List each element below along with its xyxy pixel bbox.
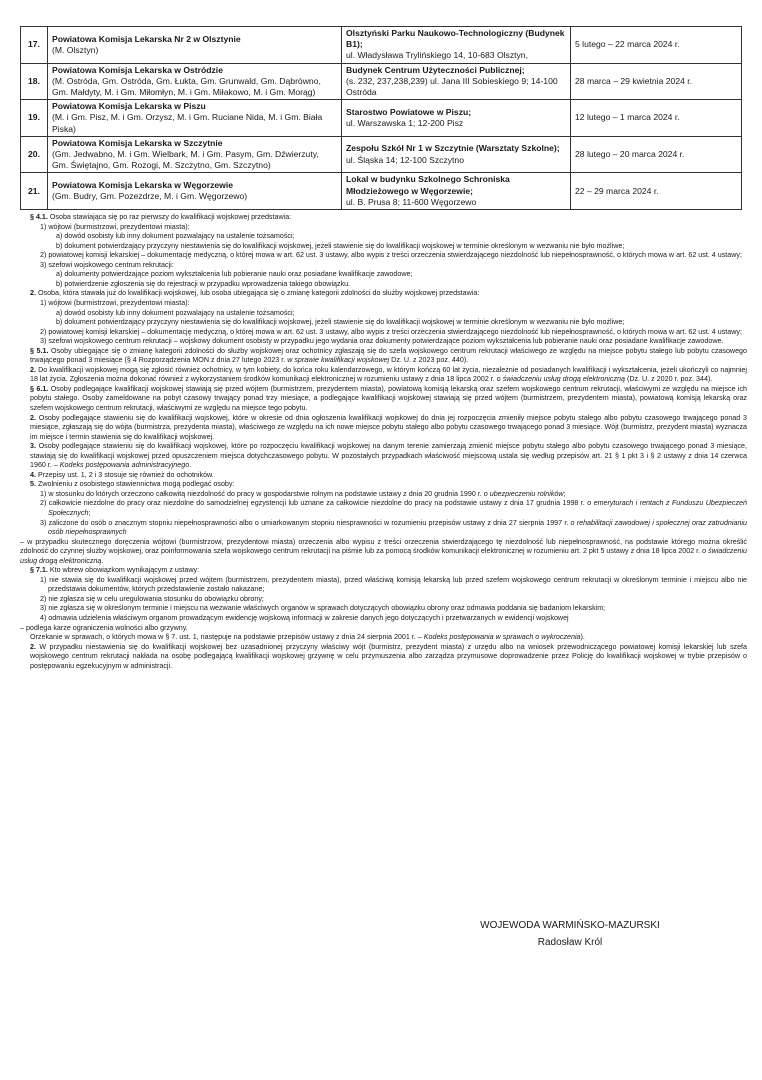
komisja-title: Powiatowa Komisja Lekarska w Piszu: [52, 101, 206, 112]
s4-intro: § 4.1. Osoba stawiająca się po raz pierwszy do kwalifikacji wojskowej przedstawia:: [30, 213, 292, 222]
miejsce-cell: [342, 63, 571, 100]
s4-two: 2. Osoba, która stawała już do kwalifikacji wojskowej, lub osoba ubiegająca się o zmianę kategorii zdolności do służby wojskowej przedstawia:: [30, 289, 480, 298]
s6-f1: 1) w stosunku do których orzeczono całkowitą niezdolność do pracy w gospodarstwie rolnym na podstawie ustawy z dnia 20 grudnia 1990 r. o ubezpieczeniu rolników;: [40, 489, 566, 498]
miejsce-cell: [342, 173, 571, 210]
komisja-title: Powiatowa Komisja Lekarska w Węgorzewie: [52, 180, 234, 191]
s6-five: 5. Zwolnieniu z osobistego stawiennictwa mogą podlegać osoby:: [30, 480, 235, 489]
table-row: [21, 63, 742, 100]
termin-cell: 28 lutego – 20 marca 2024 r.: [571, 136, 742, 173]
miejsce-cell: [342, 100, 571, 137]
document-page: [20, 26, 747, 671]
miejsce-name: Budynek Centrum Użyteczności Publicznej;: [346, 64, 525, 75]
komisja-cell: [48, 136, 342, 173]
miejsce-name: Zespołu Szkół Nr 1 w Szczytnie (Warsztaty Szkolne);: [346, 143, 560, 154]
miejsce-name: Starostwo Powiatowe w Piszu;: [346, 106, 472, 117]
s4-t1: 1) wójtowi (burmistrzowi, prezydentowi miasta):: [40, 298, 190, 307]
s6-two: 2. Osoby podlegające stawieniu się do kwalifikacji wojskowej, które w okresie od dnia ogłoszenia kwalifikacji wojskowej do dnia jej rozpoczęcia zmieniły miejsce pobytu stałego albo pobytu czasowego trwającego ponad 3 miesiące, zgłaszają się do wójta (burmistrza, prezydenta miasta), właściwego ze względu na ich nowe miejsce pobytu stałego albo pobytu czasowego trwającego ponad 3 miesiące. Wójt (burmistrz, prezydent miasta) wyznacza im miejsce i termin stawienia się do kwalifikacji wojskowej.: [30, 413, 748, 441]
s6-three: 3. Osoby podlegające stawieniu się do kwalifikacji wojskowej, które po rozpoczęciu kwalifikacji wojskowej na danym terenie zamierzają zmienić miejsce pobytu stałego albo pobytu czasowego trwającego ponad 3 miesiące, stawiają się do kwalifikacji wojskowej przed opuszczeniem miejsca dotychczasowego pobytu. W pozostałych przypadkach właściwość miejscową ustala się według przepisów art. 21 § 1 pkt 3 i § 2 ustawy z dnia 14 czerwca 1960 r. – Kodeks postępowania administracyjnego.: [30, 442, 747, 470]
s4-t3: 3) szefowi wojskowego centrum rekrutacji – wojskowy dokument osobisty w przypadku jego wydania oraz dokumenty potwierdzające poziom wykształcenia lub pobieranie nauki oraz posiadane kwalifikacje zawodowe.: [40, 337, 724, 346]
s6-tail: – w przypadku skutecznego doręczenia wójtowi (burmistrzowi, prezydentowi miasta) orzeczenia albo wypisu z treści orzeczenia stwierdzającego tę niezdolność lub niepełnosprawność, na podstawie którego można określić zdolność do czynnej służby wojskowej, oraz poinformowania szefa wojskowego centrum rekrutacji na piśmie lub za pomocą środków komunikacji elektronicznej w rozumieniu art. 2 pkt 5 ustawy z dnia 18 lipca 2002 r. o świadczeniu usług drogą elektroniczną.: [20, 537, 748, 565]
s6-four: 4. Przepisy ust. 1, 2 i 3 stosuje się również do ochotników.: [30, 470, 214, 479]
komisja-detail: (Gm. Jedwabno, M. i Gm. Wielbark, M. i Gm. Pasym, Gm. Dźwierzuty, Gm. Świętajno, Gm. Rozogi, M. Szczytno, Gm. Szczytno): [52, 149, 319, 171]
komisja-title: Powiatowa Komisja Lekarska Nr 2 w Olsztynie: [52, 33, 241, 44]
s4-p2: 2) powiatowej komisji lekarskiej – dokumentację medyczną, o której mowa w art. 62 ust. 3 ustawy, albo wypis z treści orzeczenia stwierdzającego niezdolność lub niepełnosprawność, o których mowa w art. 62 ust. 4 ustawy;: [40, 251, 742, 260]
s7-orzekanie: Orzekanie w sprawach, o których mowa w § 7. ust. 1, następuje na podstawie przepisów ustawy z dnia 24 sierpnia 2001 r. – Kodeks postępowania w sprawach o wykroczenia).: [30, 633, 585, 642]
table-row: [21, 136, 742, 173]
s6-f3: 3) zaliczone do osób o znacznym stopniu niepełnosprawności albo o umiarkowanym stopniu niesprawności w rozumieniu przepisów ustawy z dnia 27 sierpnia 1997 r. o rehabilitacji zawodowej i społecznej oraz zatrudnianiu osób niepełnosprawnych: [40, 518, 747, 537]
komisja-cell: [48, 173, 342, 210]
row-number: 21.: [21, 173, 48, 210]
s5-one: § 5.1. Osoby ubiegające się o zmianę kategorii zdolności do służby wojskowej oraz ochotnicy zgłaszają się do szefa wojskowego centrum rekrutacji właściwego ze względu na miejsce pobytu stałego lub pobytu czasowego trwającego ponad 3 miesiące (§ 4 Rozporządzenia MON z dnia 27 lutego 2023 r. w sprawie kwalifikacji wojskowej Dz. U. z 2023 poz. 440).: [30, 346, 747, 365]
schedule-body: [21, 27, 742, 210]
s4-p3a: a) dokumenty potwierdzające poziom wykształcenia lub pobieranie nauki oraz posiadane kwalifikacje zawodowe;: [56, 270, 413, 279]
komisja-detail: (M. Olsztyn): [52, 44, 99, 55]
row-number: 18.: [21, 63, 48, 100]
s4-p1: 1) wójtowi (burmistrzowi, prezydentowi miasta):: [40, 222, 190, 231]
s7-two: 2. W przypadku niestawienia się do kwalifikacji wojskowej bez uzasadnionej przyczyny właściwy wójt (burmistrz, prezydent miasta) z urzędu albo na wniosek przewodniczącego powiatowej komisji lekarskiej lub szefa wojskowego centrum rekrutacji nakłada na osobę podlegającą kwalifikacji wojskowej grzywnę w celu przymuszenia albo zarządza przymusowe doprowadzenie przez Policję do kwalifikacji wojskowej w trybie przepisów o postępowaniu egzekucyjnym w administracji.: [30, 642, 748, 670]
miejsce-address: ul. Warszawska 1; 12-200 Pisz: [346, 118, 464, 129]
komisja-detail: (Gm. Budry, Gm. Pozezdrze, M. i Gm. Węgorzewo): [52, 191, 248, 202]
miejsce-name: Olsztyński Parku Naukowo-Technologiczny (Budynek B1);: [346, 28, 565, 50]
miejsce-cell: [342, 136, 571, 173]
komisja-cell: [48, 100, 342, 137]
s7-one: § 7.1. Kto wbrew obowiązkom wynikającym z ustawy:: [30, 566, 200, 575]
s6-one: § 6.1. Osoby podlegające kwalifikacji wojskowej stawiają się przed wójtem (burmistrzem, prezydentem miasta), powiatową komisją lekarską oraz szefem wojskowego centrum rekrutacji, właściwymi ze względu na miejsce ich pobytu stałego. Osoby zameldowane na pobyt czasowy trwający ponad trzy miesiące, a podlegające kwalifikacji wojskowej stawiają się przed wójtem (burmistrzem, prezydentem miasta), powiatową komisją lekarską oraz szefem wojskowego centrum rekrutacji, właściwymi ze względu na miejsce tego pobytu.: [30, 384, 747, 412]
signature-title: WOJEWODA WARMIŃSKO-MAZURSKI: [480, 920, 660, 931]
komisja-detail: (M. i Gm. Pisz, M. i Gm. Orzysz, M. i Gm. Ruciane Nida, M. i Gm. Biała Piska): [52, 112, 323, 134]
s7-o2: 2) nie zgłasza się w celu uregulowania stosunku do obowiązku obrony;: [40, 594, 264, 603]
s4-t1a: a) dowód osobisty lub inny dokument pozwalający na ustalenie tożsamości;: [56, 308, 295, 317]
s7-penalty: – podlega karze ograniczenia wolności albo grzywny.: [20, 623, 188, 632]
s7-o4: 4) odmawia udzielenia właściwym organom prowadzącym ewidencję wojskową informacji w zakresie danych jego dotyczących i przetwarzanych w ewidencji wojskowej: [40, 614, 569, 623]
miejsce-address: (s. 232, 237,238,239) ul. Jana III Sobieskiego 9; 14-100 Ostróda: [346, 75, 558, 98]
komisja-detail: (M. Ostróda, Gm. Ostróda, Gm. Łukta, Gm. Grunwald, Gm. Dąbrówno, Gm. Małdyty, M. i Gm. Miłomłyn, M. i Gm. Miłakowo, M. i Gm. Morąg): [52, 75, 321, 98]
miejsce-cell: [342, 27, 571, 64]
s4-p3b: b) potwierdzenie zgłoszenia się do rejestracji w przypadku wprowadzenia takiego obowiązku.: [56, 279, 351, 288]
schedule-table: [20, 26, 742, 210]
table-row: [21, 173, 742, 210]
komisja-cell: [48, 63, 342, 100]
s4-p1b: b) dokument potwierdzający przyczyny niestawienia się do kwalifikacji wojskowej, jeżeli stawienie się do kwalifikacji wojskowej w terminie określonym w wezwaniu nie było możliwe;: [56, 241, 625, 250]
row-number: 17.: [21, 27, 48, 64]
miejsce-address: ul. Władysława Trylińskiego 14, 10-683 Olsztyn,: [346, 50, 528, 61]
miejsce-address: ul. Śląska 14; 12-100 Szczytno: [346, 154, 464, 165]
termin-cell: 12 lutego – 1 marca 2024 r.: [571, 100, 742, 137]
s7-o3: 3) nie zgłasza się w określonym terminie i miejscu na wezwanie właściwych organów w sprawach dotyczących obowiązku obrony oraz odmawia poddania się badaniom lekarskim;: [40, 604, 606, 613]
termin-cell: 28 marca – 29 kwietnia 2024 r.: [571, 63, 742, 100]
s4-p1a: a) dowód osobisty lub inny dokument pozwalający na ustalenie tożsamości;: [56, 232, 295, 241]
termin-cell: 5 lutego – 22 marca 2024 r.: [571, 27, 742, 64]
table-row: [21, 27, 742, 64]
signature-block: [470, 917, 670, 951]
s4-t1b: b) dokument potwierdzający przyczyny niestawienia się do kwalifikacji wojskowej, jeżeli stawienie się do kwalifikacji wojskowej w terminie określonym w wezwaniu nie było możliwe;: [56, 318, 625, 327]
s5-two: 2. Do kwalifikacji wojskowej mogą się zgłosić również ochotnicy, w tym kobiety, do końca roku kalendarzowego, w którym kończą 60 lat życia, niezależnie od posiadanych kwalifikacji i wykształcenia, jeżeli ukończyli co najmniej 18 lat życia. Zgłoszenia można dokonać również z wykorzystaniem środków komunikacji elektronicznej w rozumieniu ustawy z dnia 18 lipca 2002 r. o świadczeniu usług drogą elektroniczną (Dz. U. z 2020 r. poz. 344).: [30, 365, 747, 384]
row-number: 19.: [21, 100, 48, 137]
miejsce-address: ul. B. Prusa 8; 11-600 Węgorzewo: [346, 196, 477, 207]
row-number: 20.: [21, 136, 48, 173]
s7-o1: 1) nie stawia się do kwalifikacji wojskowej przed wójtem (burmistrzem, prezydentem miasta), przed właściwą komisją lekarską lub przed szefem wojskowego centrum rekrutacji w określonym terminie i miejscu albo nie przedstawia dokumentów, których przedstawienie zostało nakazane;: [40, 575, 747, 594]
legal-text: [20, 213, 747, 671]
komisja-title: Powiatowa Komisja Lekarska w Ostródzie: [52, 64, 223, 75]
komisja-cell: [48, 27, 342, 64]
signature-name: Radosław Król: [537, 937, 603, 948]
komisja-title: Powiatowa Komisja Lekarska w Szczytnie: [52, 137, 223, 148]
s6-f2: 2) całkowicie niezdolne do pracy oraz niezdolne do samodzielnej egzystencji lub uznane za całkowicie niezdolne do pracy na podstawie ustawy z dnia 17 grudnia 1998 r. o emeryturach i rentach z Funduszu Ubezpieczeń Społecznych;: [40, 499, 747, 517]
termin-cell: 22 – 29 marca 2024 r.: [571, 173, 742, 210]
s4-p3: 3) szefowi wojskowego centrum rekrutacji:: [40, 260, 174, 269]
miejsce-name: Lokal w budynku Szkolnego Schroniska Młodzieżowego w Węgorzewie;: [346, 174, 510, 196]
s4-t2: 2) powiatowej komisji lekarskiej – dokumentację medyczną, o której mowa w art. 62 ust. 3 ustawy, albo wypis z treści orzeczenia stwierdzającego niezdolność lub niepełnosprawność, o których mowa w art. 62 ust. 4 ustawy;: [40, 327, 742, 336]
table-row: [21, 100, 742, 137]
